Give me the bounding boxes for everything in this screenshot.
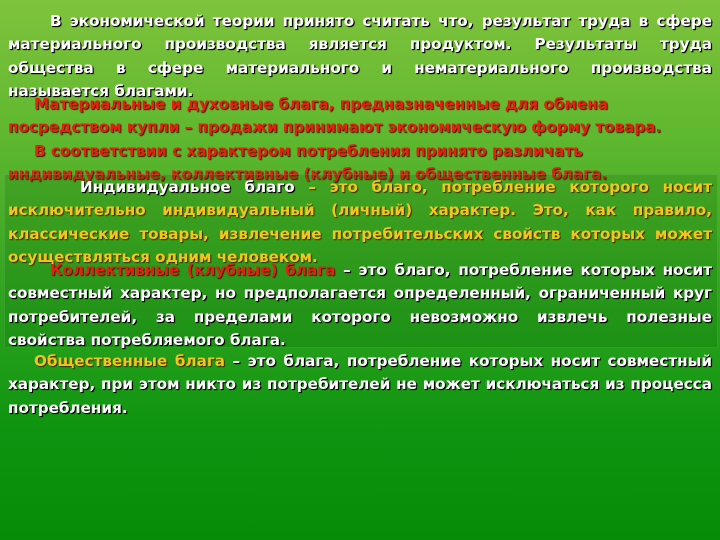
commodity-line-1 — [8, 93, 712, 140]
individual-rest: характер. Это, как правило, классические товары, извлечение потребительских свойств которых может осуществляться одним человеком. — [8, 201, 712, 266]
individual-dash: – — [294, 178, 330, 196]
individual-term: Индивидуальное благо — [80, 178, 295, 196]
public-term: Общественные блага — [34, 352, 226, 370]
collective-good-paragraph — [8, 259, 712, 352]
individual-highlight: это благо, потребление которого носит исключительно индивидуальный (личный) — [8, 178, 712, 220]
collective-term: Коллективные (клубные) блага — [50, 261, 336, 279]
public-good-paragraph — [8, 350, 712, 420]
commodity-paragraph — [8, 93, 712, 186]
intro-text: В экономической теории принято считать что, результат труда в сфере материального производства является продуктом. Результаты труда общества в сфере материального и нематериального производства называется благами. — [8, 12, 712, 100]
intro-paragraph — [8, 10, 712, 103]
collective-rest: – это благо, потребление которых носит совместный характер, но предполагается определенный, ограниченный круг потребителей, за пределами которого невозможно извлечь полезные свойства потребляемого блага. — [8, 261, 712, 349]
commodity-text-2: В соответствии с характером потребления принято различать индивидуальные, коллективные (клубные) и общественные блага. — [8, 141, 608, 183]
individual-good-paragraph — [8, 176, 712, 269]
public-rest: – это блага, потребление которых носит совместный характер, при этом никто из потребителей не может исключаться из процесса потребления. — [8, 352, 712, 417]
commodity-text-1: Материальные и духовные блага, предназначенные для обмена посредством купли – продажи принимают экономическую форму товара. — [8, 95, 662, 137]
